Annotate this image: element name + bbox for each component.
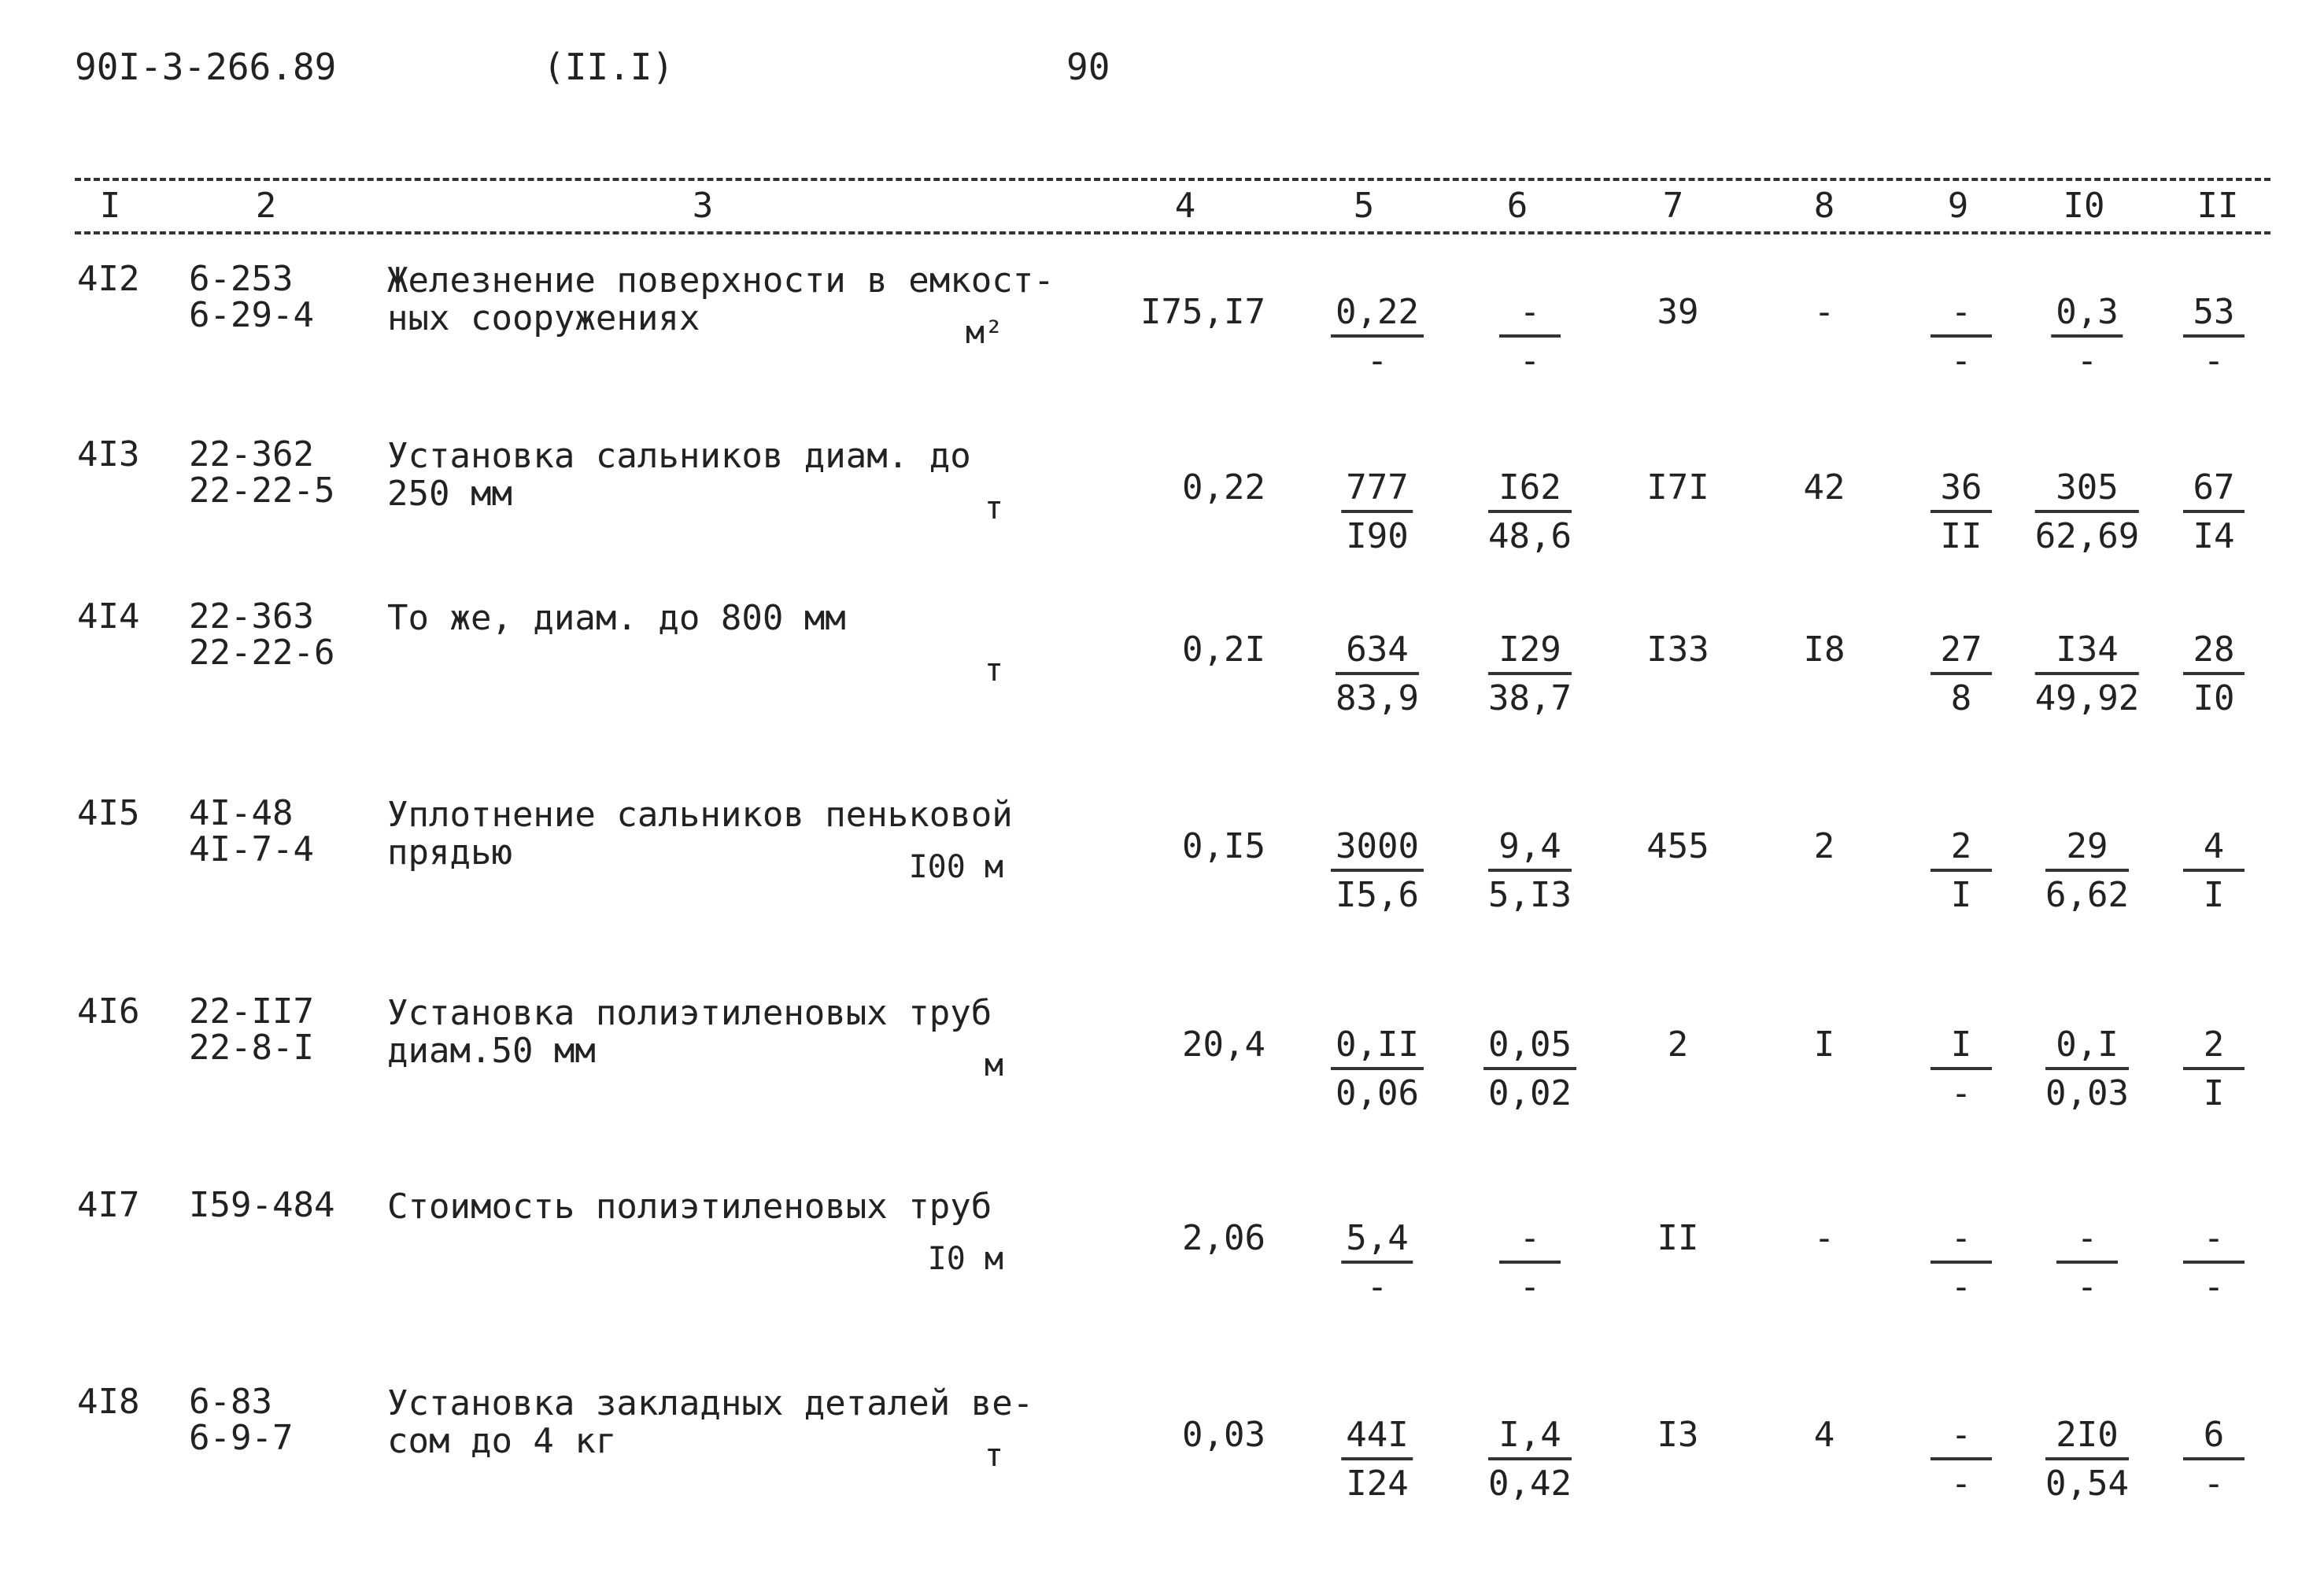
col5-value-denominator: 0,06 bbox=[1336, 1073, 1419, 1113]
col7-value: 39 bbox=[1657, 292, 1699, 332]
col9-value-denominator: I bbox=[1950, 875, 1972, 915]
col9-value-numerator: 27 bbox=[1931, 633, 1992, 675]
col10-value bbox=[2045, 1024, 2129, 1113]
col10-value bbox=[2034, 467, 2140, 556]
row-number: 4I8 bbox=[77, 1382, 140, 1422]
col7-value: I7I bbox=[1646, 467, 1709, 508]
measure-unit: м bbox=[984, 1047, 1003, 1083]
col10-value bbox=[2034, 629, 2140, 718]
row-number: 4I4 bbox=[77, 596, 140, 637]
col6-value bbox=[1488, 467, 1572, 556]
norm-code: 6-83 bbox=[189, 1382, 272, 1422]
column-header: 9 bbox=[1947, 186, 1969, 226]
col6-value-denominator: - bbox=[1519, 341, 1541, 381]
quantity: 20,4 bbox=[1182, 1024, 1265, 1065]
quantity: 0,I5 bbox=[1182, 826, 1265, 866]
col7-value: 2 bbox=[1667, 1024, 1689, 1065]
column-header: 2 bbox=[255, 186, 277, 226]
col11-value-numerator: 2 bbox=[2183, 1028, 2245, 1070]
col9-value-denominator: - bbox=[1950, 1267, 1972, 1307]
col9-value-numerator: - bbox=[1931, 1418, 1992, 1460]
col9-value-denominator: 8 bbox=[1950, 678, 1972, 718]
col9-value-denominator: - bbox=[1950, 341, 1972, 381]
col9-value bbox=[1931, 629, 1992, 718]
col6-value bbox=[1483, 1024, 1576, 1113]
column-header: II bbox=[2197, 186, 2239, 226]
col6-value-denominator: 48,6 bbox=[1488, 516, 1572, 556]
measure-unit: I00 м bbox=[908, 849, 1003, 885]
col9-value bbox=[1931, 1024, 1992, 1113]
col10-value-denominator: 6,62 bbox=[2045, 875, 2129, 915]
row-number: 4I5 bbox=[77, 793, 140, 833]
row-number: 4I7 bbox=[77, 1185, 140, 1225]
col5-value-denominator: I5,6 bbox=[1336, 875, 1419, 915]
work-description-continued: сом до 4 кг bbox=[387, 1421, 617, 1461]
col5-value-denominator: 83,9 bbox=[1336, 678, 1419, 718]
col6-value-numerator: I29 bbox=[1488, 633, 1572, 675]
col10-value-numerator: 305 bbox=[2035, 471, 2139, 513]
col11-value bbox=[2183, 1415, 2245, 1504]
col5-value bbox=[1331, 826, 1424, 915]
quantity: I75,I7 bbox=[1140, 292, 1265, 332]
column-header: 5 bbox=[1353, 186, 1375, 226]
col11-value-denominator: I0 bbox=[2193, 678, 2235, 718]
col10-value-denominator: - bbox=[2076, 341, 2098, 381]
col11-value-numerator: 4 bbox=[2183, 829, 2245, 872]
col6-value-denominator: 0,42 bbox=[1488, 1464, 1572, 1504]
col9-value-numerator: 36 bbox=[1931, 471, 1992, 513]
work-description: Стоимость полиэтиленовых труб bbox=[387, 1187, 992, 1227]
col5-value bbox=[1331, 1024, 1424, 1113]
col6-value-numerator: 9,4 bbox=[1488, 829, 1572, 872]
col8-value: - bbox=[1813, 292, 1835, 332]
col11-value bbox=[2183, 629, 2245, 718]
work-description: То же, диам. до 800 мм bbox=[387, 598, 846, 638]
measure-unit: м² bbox=[965, 315, 1003, 351]
column-header: 7 bbox=[1662, 186, 1684, 226]
col9-value bbox=[1931, 826, 1992, 915]
col6-value-numerator: - bbox=[1499, 295, 1561, 338]
col9-value bbox=[1931, 467, 1992, 556]
col5-value-numerator: 44I bbox=[1341, 1418, 1413, 1460]
column-header: 8 bbox=[1813, 186, 1835, 226]
col7-value: I3 bbox=[1657, 1415, 1699, 1455]
measure-unit: I0 м bbox=[927, 1241, 1003, 1277]
col5-value-numerator: 0,22 bbox=[1331, 295, 1424, 338]
col11-value-numerator: 28 bbox=[2183, 633, 2245, 675]
col6-value-denominator: 5,I3 bbox=[1488, 875, 1572, 915]
col7-value: II bbox=[1657, 1218, 1699, 1258]
section-number: (II.I) bbox=[543, 46, 674, 88]
work-description: Установка закладных деталей ве- bbox=[387, 1383, 1034, 1423]
work-description-continued: 250 мм bbox=[387, 474, 512, 514]
col5-value-numerator: 5,4 bbox=[1341, 1221, 1413, 1264]
col9-value-numerator: - bbox=[1931, 295, 1992, 338]
row-number: 4I6 bbox=[77, 991, 140, 1032]
quantity: 0,03 bbox=[1182, 1415, 1265, 1455]
col11-value bbox=[2183, 1024, 2245, 1113]
col11-value-denominator: - bbox=[2203, 1267, 2225, 1307]
measure-unit: т bbox=[984, 1438, 1003, 1474]
column-header: I bbox=[99, 186, 121, 226]
col6-value bbox=[1499, 292, 1561, 381]
column-header: 4 bbox=[1174, 186, 1196, 226]
row-number: 4I3 bbox=[77, 434, 140, 474]
col5-value bbox=[1341, 1218, 1413, 1307]
quantity: 0,22 bbox=[1182, 467, 1265, 508]
col11-value-denominator: - bbox=[2203, 341, 2225, 381]
work-description: Уплотнение сальников пеньковой bbox=[387, 795, 1013, 835]
norm-code: 22-362 bbox=[189, 434, 314, 474]
work-description-continued: прядью bbox=[387, 832, 512, 873]
col6-value-numerator: - bbox=[1499, 1221, 1561, 1264]
col9-value bbox=[1931, 292, 1992, 381]
col7-value: I33 bbox=[1646, 629, 1709, 670]
norm-code: 4I-48 bbox=[189, 793, 294, 833]
col5-value bbox=[1336, 629, 1419, 718]
col10-value-denominator: 62,69 bbox=[2034, 516, 2140, 556]
norm-code-secondary: 22-22-6 bbox=[189, 633, 335, 673]
column-header: I0 bbox=[2063, 186, 2105, 226]
col10-value-denominator: 0,03 bbox=[2045, 1073, 2129, 1113]
col5-value bbox=[1341, 1415, 1413, 1504]
col8-value: 2 bbox=[1813, 826, 1835, 866]
col10-value-denominator: 49,92 bbox=[2034, 678, 2140, 718]
col9-value-numerator: I bbox=[1931, 1028, 1992, 1070]
col5-value-numerator: 0,II bbox=[1331, 1028, 1424, 1070]
col6-value-numerator: I,4 bbox=[1488, 1418, 1572, 1460]
norm-code-secondary: 22-8-I bbox=[189, 1028, 314, 1068]
col10-value-numerator: 0,3 bbox=[2051, 295, 2123, 338]
col10-value-numerator: I34 bbox=[2035, 633, 2139, 675]
col9-value-numerator: - bbox=[1931, 1221, 1992, 1264]
col11-value-denominator: - bbox=[2203, 1464, 2225, 1504]
col5-value-denominator: I90 bbox=[1346, 516, 1409, 556]
col11-value bbox=[2183, 1218, 2245, 1307]
work-description: Установка полиэтиленовых труб bbox=[387, 993, 992, 1033]
col9-value-denominator: II bbox=[1940, 516, 1982, 556]
col10-value bbox=[2045, 1415, 2129, 1504]
col10-value-denominator: 0,54 bbox=[2045, 1464, 2129, 1504]
page-number: 90 bbox=[1066, 46, 1110, 88]
table-header-rule bbox=[75, 231, 2270, 234]
col10-value bbox=[2056, 1218, 2118, 1307]
col6-value bbox=[1488, 826, 1572, 915]
col6-value bbox=[1488, 1415, 1572, 1504]
work-description-continued: ных сооружениях bbox=[387, 298, 700, 338]
col8-value: I8 bbox=[1803, 629, 1846, 670]
col8-value: 42 bbox=[1803, 467, 1846, 508]
col11-value-denominator: I4 bbox=[2193, 516, 2235, 556]
col5-value bbox=[1331, 292, 1424, 381]
col11-value-numerator: - bbox=[2183, 1221, 2245, 1264]
col6-value-denominator: 0,02 bbox=[1488, 1073, 1572, 1113]
col10-value-numerator: 0,I bbox=[2045, 1028, 2129, 1070]
norm-code-secondary: 6-29-4 bbox=[189, 295, 314, 335]
col6-value bbox=[1499, 1218, 1561, 1307]
column-header: 6 bbox=[1506, 186, 1528, 226]
col11-value bbox=[2183, 467, 2245, 556]
norm-code-secondary: 6-9-7 bbox=[189, 1418, 294, 1458]
work-description: Установка сальников диам. до bbox=[387, 436, 971, 476]
col5-value-numerator: 634 bbox=[1336, 633, 1419, 675]
work-description: Железнение поверхности в емкост- bbox=[387, 260, 1055, 301]
col9-value-denominator: - bbox=[1950, 1464, 1972, 1504]
col6-value-denominator: 38,7 bbox=[1488, 678, 1572, 718]
quantity: 0,2I bbox=[1182, 629, 1265, 670]
col10-value-numerator: 29 bbox=[2045, 829, 2129, 872]
col11-value-numerator: 53 bbox=[2183, 295, 2245, 338]
measure-unit: т bbox=[984, 490, 1003, 526]
col8-value: 4 bbox=[1813, 1415, 1835, 1455]
norm-code-secondary: 22-22-5 bbox=[189, 471, 335, 511]
norm-code: 22-363 bbox=[189, 596, 314, 637]
norm-code: I59-484 bbox=[189, 1185, 335, 1225]
col11-value bbox=[2183, 826, 2245, 915]
row-number: 4I2 bbox=[77, 259, 140, 299]
col8-value: I bbox=[1813, 1024, 1835, 1065]
col8-value: - bbox=[1813, 1218, 1835, 1258]
col5-value-numerator: 777 bbox=[1341, 471, 1413, 513]
col5-value bbox=[1341, 467, 1413, 556]
quantity: 2,06 bbox=[1182, 1218, 1265, 1258]
col11-value-denominator: I bbox=[2203, 1073, 2225, 1113]
col11-value bbox=[2183, 292, 2245, 381]
work-description-continued: диам.50 мм bbox=[387, 1031, 596, 1071]
document-code: 90I-3-266.89 bbox=[75, 46, 337, 88]
norm-code: 6-253 bbox=[189, 259, 294, 299]
col6-value-denominator: - bbox=[1519, 1267, 1541, 1307]
col10-value-numerator: - bbox=[2056, 1221, 2118, 1264]
column-header: 3 bbox=[692, 186, 714, 226]
col11-value-numerator: 67 bbox=[2183, 471, 2245, 513]
norm-code: 22-II7 bbox=[189, 991, 314, 1032]
col9-value-numerator: 2 bbox=[1931, 829, 1992, 872]
col7-value: 455 bbox=[1646, 826, 1709, 866]
col10-value bbox=[2051, 292, 2123, 381]
col10-value-denominator: - bbox=[2076, 1267, 2098, 1307]
col11-value-denominator: I bbox=[2203, 875, 2225, 915]
col5-value-denominator: - bbox=[1366, 1267, 1388, 1307]
col9-value bbox=[1931, 1218, 1992, 1307]
col9-value-denominator: - bbox=[1950, 1073, 1972, 1113]
col6-value-numerator: 0,05 bbox=[1483, 1028, 1576, 1070]
measure-unit: т bbox=[984, 652, 1003, 688]
table-top-rule bbox=[75, 178, 2270, 181]
col6-value-numerator: I62 bbox=[1488, 471, 1572, 513]
norm-code-secondary: 4I-7-4 bbox=[189, 829, 314, 869]
col11-value-numerator: 6 bbox=[2183, 1418, 2245, 1460]
col5-value-denominator: - bbox=[1366, 341, 1388, 381]
col10-value bbox=[2045, 826, 2129, 915]
col6-value bbox=[1488, 629, 1572, 718]
col5-value-numerator: 3000 bbox=[1331, 829, 1424, 872]
col9-value bbox=[1931, 1415, 1992, 1504]
col10-value-numerator: 2I0 bbox=[2045, 1418, 2129, 1460]
col5-value-denominator: I24 bbox=[1346, 1464, 1409, 1504]
